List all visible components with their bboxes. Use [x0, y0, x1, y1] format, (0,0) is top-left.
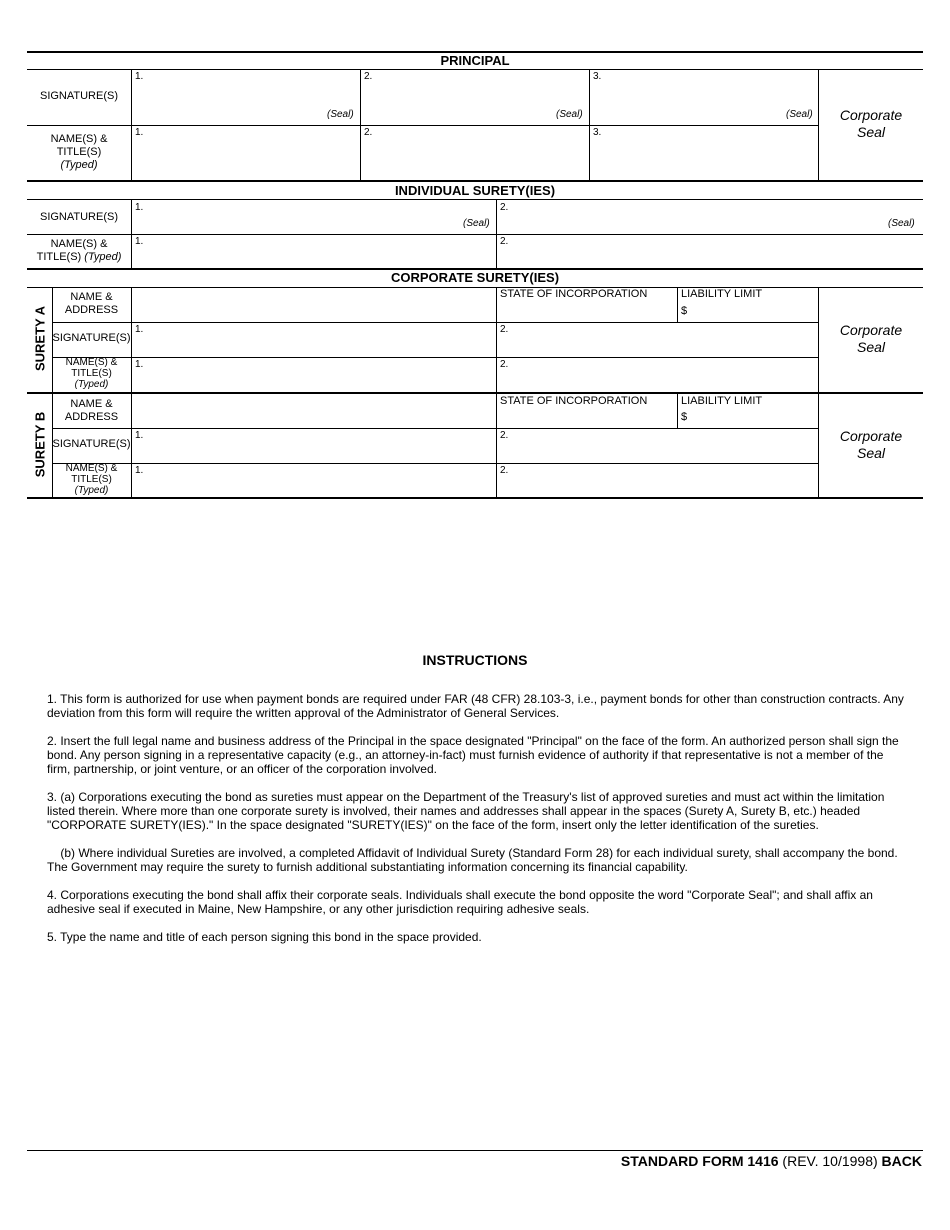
divider: [818, 287, 819, 498]
principal-signature-2-field[interactable]: [361, 70, 589, 125]
principal-sig-2-number: 2.: [364, 71, 373, 82]
surety-b-label: SURETY B: [32, 411, 48, 478]
principal-name-3-field[interactable]: [590, 126, 818, 180]
surety-b-name-2-number: 2.: [500, 465, 509, 476]
individual-seal-2: (Seal): [888, 218, 915, 229]
individual-sig-2-number: 2.: [500, 202, 509, 213]
surety-b-name-address-field[interactable]: [132, 395, 496, 428]
principal-name-2-field[interactable]: [361, 126, 589, 180]
surety-b-name-address-label: NAME & ADDRESS: [64, 398, 119, 423]
surety-b-sig-1-number: 1.: [135, 430, 144, 441]
divider: [677, 287, 678, 323]
principal-seal-2: (Seal): [556, 109, 583, 120]
instruction-4: 4. Corporations executing the bond shall affix their corporate seals. Individuals shall execute the bond opposite the word "Corporate Seal"; and shall affix an adhesive seal if executed in Maine, New Hampshire, or any other jurisdiction requiring adhesive seals.: [47, 888, 873, 916]
principal-header: PRINCIPAL: [440, 53, 510, 68]
surety-a-signature-1-field[interactable]: [132, 323, 496, 357]
surety-a-name-2-number: 2.: [500, 359, 509, 370]
surety-a-liability-label: LIABILITY LIMIT: [681, 288, 763, 300]
surety-b-liability-label: LIABILITY LIMIT: [681, 395, 763, 407]
surety-a-name-1-number: 1.: [135, 359, 144, 370]
principal-name-3-number: 3.: [593, 127, 602, 138]
surety-b-state-label: STATE OF INCORPORATION: [500, 395, 648, 407]
surety-a-sig-1-number: 1.: [135, 324, 144, 335]
footer-rule: [27, 1150, 923, 1151]
surety-a-state-field[interactable]: [497, 300, 677, 322]
principal-name-1-number: 1.: [135, 127, 144, 138]
individual-seal-1: (Seal): [463, 218, 490, 229]
surety-a-name-2-field[interactable]: [497, 358, 818, 392]
individual-name-2-number: 2.: [500, 236, 509, 247]
individual-signature-2-field[interactable]: [497, 200, 923, 234]
instructions-title: INSTRUCTIONS: [422, 652, 528, 668]
principal-seal-1: (Seal): [327, 109, 354, 120]
principal-name-2-number: 2.: [364, 127, 373, 138]
principal-name-1-field[interactable]: [132, 126, 360, 180]
individual-names-label: NAME(S) & TITLE(S) (Typed): [36, 238, 122, 263]
surety-b-liability-field[interactable]: [690, 407, 818, 428]
instruction-2: 2. Insert the full legal name and business address of the Principal in the space designated "Principal" on the face of the form. An authorized person shall sign the bond. Any person signing in a representative capacity (e.g., an attorney-in-fact) must furnish evidence of authority if that representative is not a member of the firm, partnership, or joint venture, or an officer of the corporation involved.: [47, 734, 899, 776]
surety-b-corporate-seal: Corporate Seal: [839, 428, 903, 461]
surety-b-names-label: NAME(S) & TITLE(S) (Typed): [65, 463, 118, 496]
individual-name-1-number: 1.: [135, 236, 144, 247]
principal-names-label: NAME(S) & TITLE(S) (Typed): [50, 133, 108, 171]
individual-surety-header: INDIVIDUAL SURETY(IES): [394, 183, 556, 198]
surety-a-liability-field[interactable]: [690, 300, 818, 322]
surety-b-name-1-field[interactable]: [132, 464, 496, 497]
surety-a-name-address-label: NAME & ADDRESS: [64, 291, 119, 316]
individual-signature-1-field[interactable]: [132, 200, 496, 234]
surety-b-sig-2-number: 2.: [500, 430, 509, 441]
form-identifier: STANDARD FORM 1416 (REV. 10/1998) BACK: [620, 1153, 922, 1169]
surety-b-signatures-label: SIGNATURE(S): [52, 438, 131, 450]
surety-a-state-label: STATE OF INCORPORATION: [500, 288, 648, 300]
principal-corporate-seal: Corporate Seal: [839, 107, 903, 140]
individual-name-1-field[interactable]: [132, 235, 496, 268]
individual-signatures-label: SIGNATURE(S): [39, 211, 119, 223]
instruction-3b: (b) Where individual Sureties are involved, a completed Affidavit of Individual Surety (Standard Form 28) for each individual surety, shall accompany the bond. The Government may require the surety to furnish additional substantiating information concerning its financial capability.: [47, 846, 905, 874]
surety-b-signature-1-field[interactable]: [132, 429, 496, 463]
corporate-surety-header: CORPORATE SURETY(IES): [390, 270, 560, 285]
individual-sig-1-number: 1.: [135, 202, 144, 213]
instruction-3a: 3. (a) Corporations executing the bond as sureties must appear on the Department of the Treasury's list of approved sureties and must act within the limitation listed therein. Where more than one corporate surety is involved, their names and addresses shall appear in the spaces (Surety A, Surety B, etc.) headed "CORPORATE SURETY(IES)." In the space designated "SURETY(IES)" on the face of the form, insert only the letter identification of the sureties.: [47, 790, 885, 832]
instruction-5: 5. Type the name and title of each person signing this bond in the space provided.: [47, 930, 482, 944]
surety-b-bottom-border: [27, 497, 923, 499]
principal-signatures-label: SIGNATURE(S): [39, 90, 119, 102]
principal-sig-1-number: 1.: [135, 71, 144, 82]
principal-sig-3-number: 3.: [593, 71, 602, 82]
surety-b-dollar-sign: $: [681, 411, 688, 423]
surety-b-name-1-number: 1.: [135, 465, 144, 476]
surety-a-sig-2-number: 2.: [500, 324, 509, 335]
surety-a-names-label: NAME(S) & TITLE(S) (Typed): [65, 357, 118, 390]
principal-signature-1-field[interactable]: [132, 70, 360, 125]
surety-a-signature-2-field[interactable]: [497, 323, 818, 357]
principal-signature-3-field[interactable]: [590, 70, 818, 125]
instruction-1: 1. This form is authorized for use when payment bonds are required under FAR (48 CFR) 28.103-3, i.e., payment bonds for other than construction contracts. Any deviation from this form will require the written approval of the Administrator of General Services.: [47, 692, 904, 720]
surety-a-signatures-label: SIGNATURE(S): [52, 332, 131, 344]
surety-b-name-2-field[interactable]: [497, 464, 818, 497]
surety-a-dollar-sign: $: [681, 305, 688, 317]
surety-a-name-1-field[interactable]: [132, 358, 496, 392]
individual-name-2-field[interactable]: [497, 235, 923, 268]
surety-b-signature-2-field[interactable]: [497, 429, 818, 463]
surety-a-label: SURETY A: [32, 306, 48, 372]
divider: [677, 393, 678, 429]
principal-bottom-border: [27, 180, 923, 182]
surety-b-state-field[interactable]: [497, 407, 677, 428]
principal-seal-3: (Seal): [786, 109, 813, 120]
surety-a-bottom-border: [27, 392, 923, 394]
surety-a-name-address-field[interactable]: [132, 288, 496, 322]
surety-a-corporate-seal: Corporate Seal: [839, 322, 903, 355]
